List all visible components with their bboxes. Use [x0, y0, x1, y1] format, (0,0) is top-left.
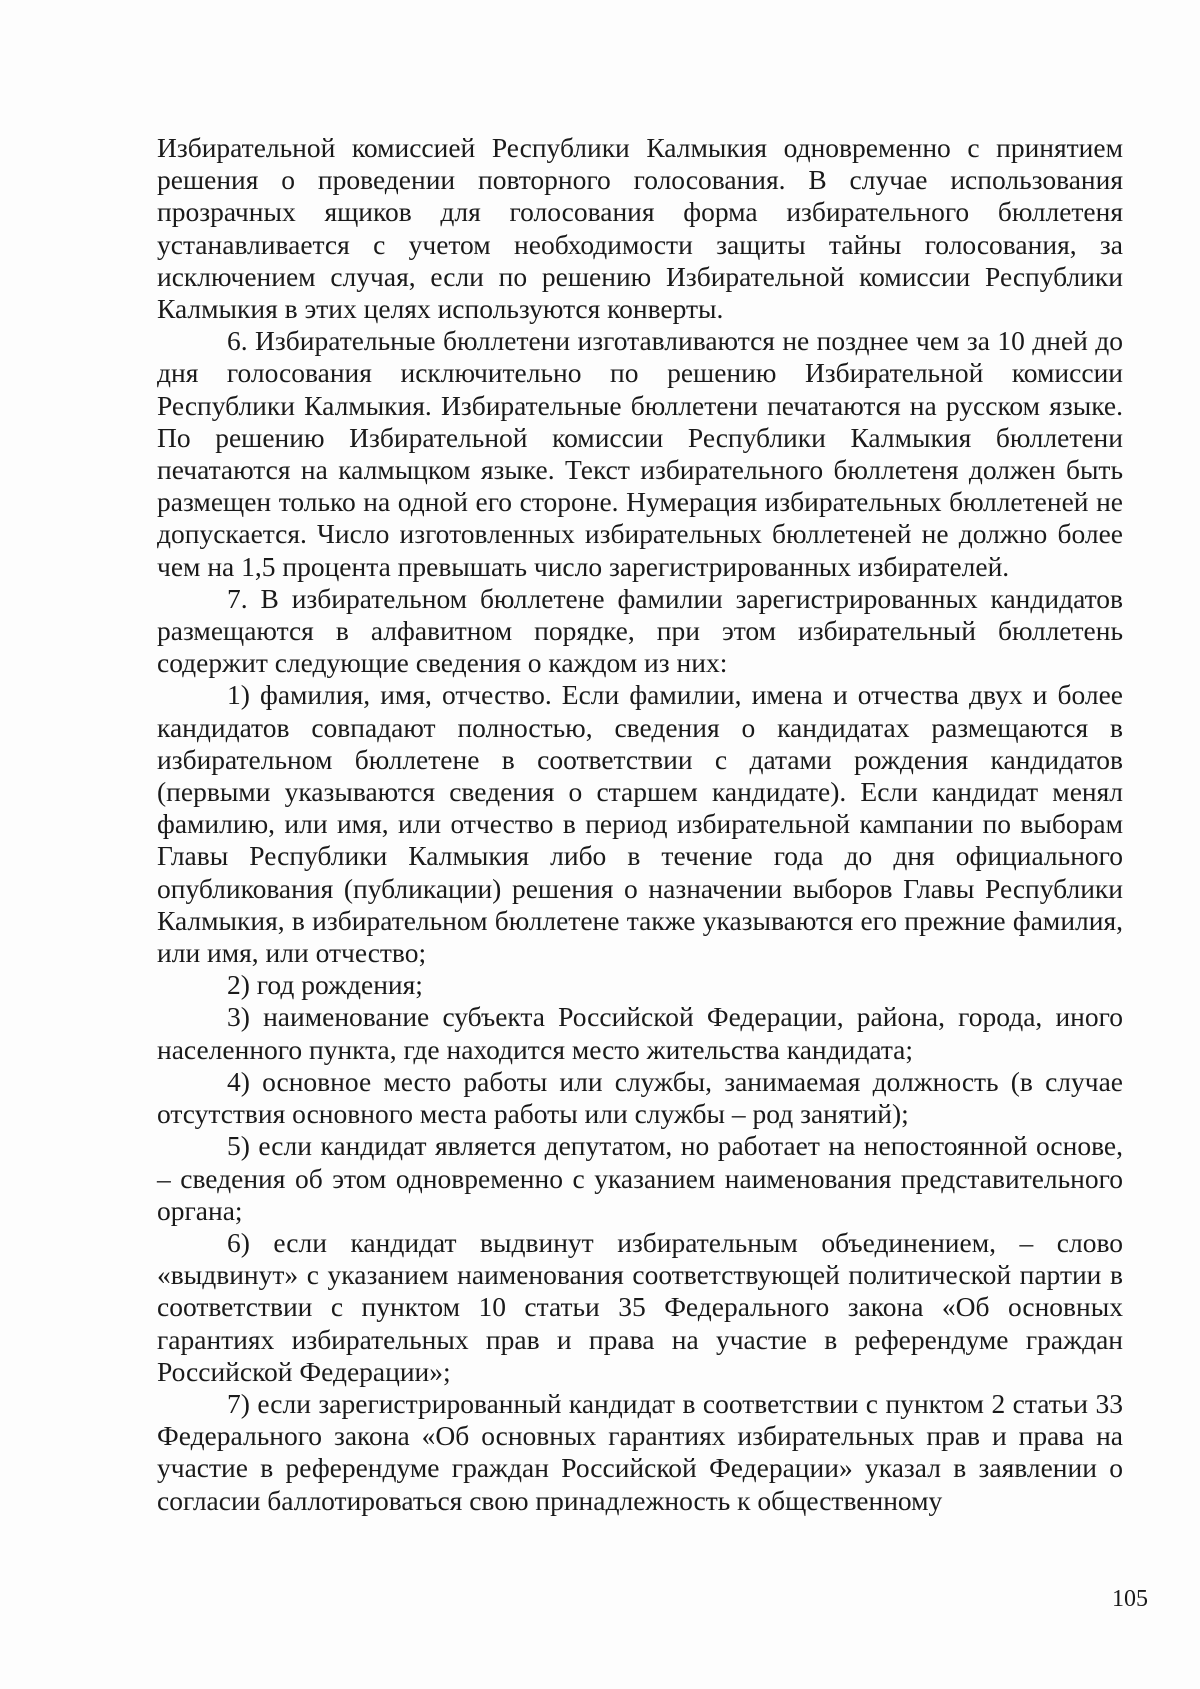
subitem-4: 4) основное место работы или службы, занимаемая должность (в случае отсутствия основного места работы или службы – род занятий); [157, 1065, 1123, 1130]
paragraph-item-6: 6. Избирательные бюллетени изготавливаются не позднее чем за 10 дней до дня голосования исключительно по решению Избирательной комиссии Республики Калмыкия. Избирательные бюллетени печатаются на русском языке. По решению Избирательной комиссии Республики Калмыкия бюллетени печатаются на калмыцком языке. Текст избирательного бюллетеня должен быть размещен только на одной его стороне. Нумерация избирательных бюллетеней не допускается. Число изготовленных избирательных бюллетеней не должно более чем на 1,5 процента превышать число зарегистрированных избирателей. [157, 325, 1123, 582]
subitem-7: 7) если зарегистрированный кандидат в соответствии с пунктом 2 статьи 33 Федерального закона «Об основных гарантиях избирательных прав и права на участие в референдуме граждан Российской Федерации» указал в заявлении о согласии баллотироваться свою принадлежность к общественному [157, 1387, 1123, 1516]
subitem-2: 2) год рождения; [227, 969, 423, 1001]
paragraph-item-7: 7. В избирательном бюллетене фамилии зарегистрированных кандидатов размещаются в алфавитном порядке, при этом избирательный бюллетень содержит следующие сведения о каждом из них: [157, 582, 1123, 679]
subitem-1: 1) фамилия, имя, отчество. Если фамилии, имена и отчества двух и более кандидатов совпадают полностью, сведения о кандидатах размещаются в избирательном бюллетене в соответствии с датами рождения кандидатов (первыми указываются сведения о старшем кандидате). Если кандидат менял фамилию, или имя, или отчество в период избирательной кампании по выборам Главы Республики Калмыкия либо в течение года до дня официального опубликования (публикации) решения о назначении выборов Главы Республики Калмыкия, в избирательном бюллетене также указываются его прежние фамилия, или имя, или отчество; [157, 679, 1123, 969]
paragraph-continuation: Избирательной комиссией Республики Калмыкия одновременно с принятием решения о проведении повторного голосования. В случае использования прозрачных ящиков для голосования форма избирательного бюллетеня устанавливается с учетом необходимости защиты тайны голосования, за исключением случая, если по решению Избирательной комиссии Республики Калмыкия в этих целях используются конверты. [157, 132, 1123, 325]
document-body [157, 132, 1123, 1517]
subitem-6: 6) если кандидат выдвинут избирательным объединением, – слово «выдвинут» с указанием наименования соответствующей политической партии в соответствии с пунктом 10 статьи 35 Федерального закона «Об основных гарантиях избирательных прав и права на участие в референдуме граждан Российской Федерации»; [157, 1226, 1123, 1387]
page-number: 105 [1112, 1586, 1148, 1612]
subitem-5: 5) если кандидат является депутатом, но работает на непостоянной основе, – сведения об этом одновременно с указанием наименования представительного органа; [157, 1130, 1123, 1226]
subitem-3: 3) наименование субъекта Российской Федерации, района, города, иного населенного пункта, где находится место жительства кандидата; [157, 1001, 1123, 1065]
